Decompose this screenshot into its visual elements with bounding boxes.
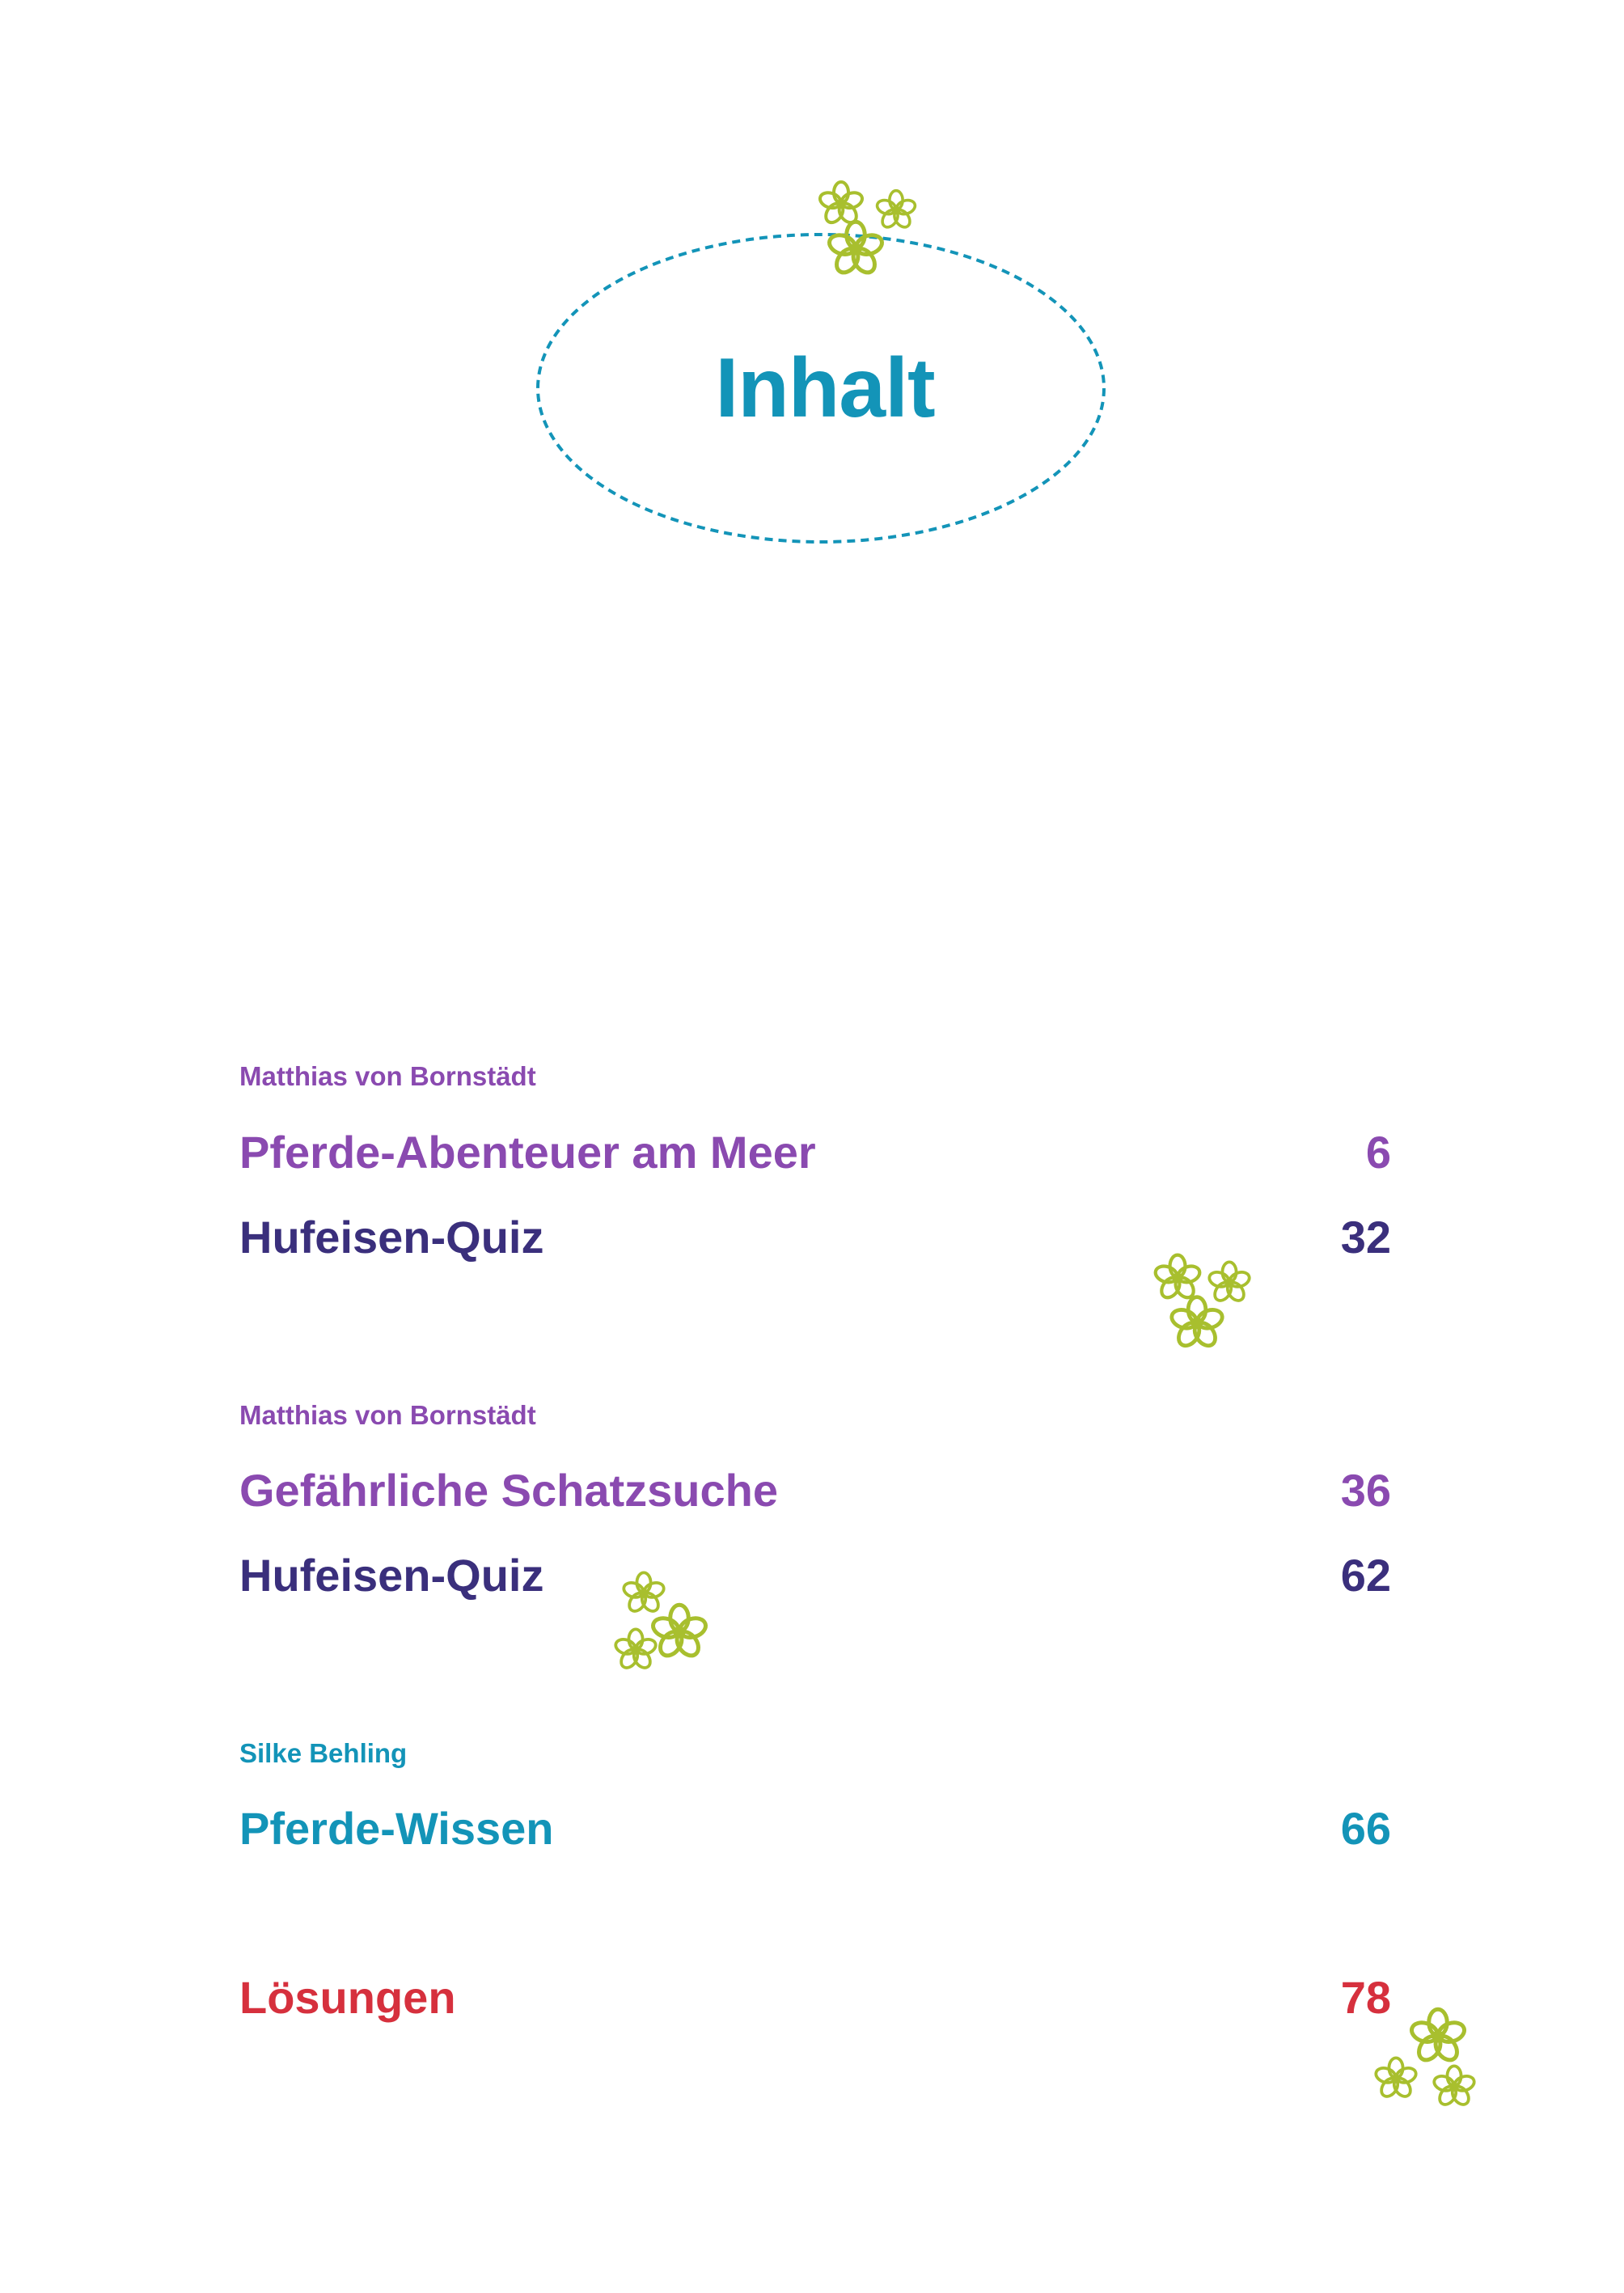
toc-entry-page: 78 <box>1340 1972 1391 2023</box>
toc-entry-title: Pferde-Abenteuer am Meer <box>239 1127 816 1178</box>
toc-entry[interactable] <box>239 1971 1391 2024</box>
toc-entry-page: 32 <box>1340 1212 1391 1263</box>
author-label: Matthias von Bornstädt <box>239 1061 536 1091</box>
toc-entry-page: 66 <box>1340 1803 1391 1854</box>
author-label: Silke Behling <box>239 1738 408 1768</box>
toc-entry[interactable] <box>239 1126 1391 1178</box>
author-label: Matthias von Bornstädt <box>239 1400 536 1430</box>
toc-entry[interactable] <box>239 1802 1391 1855</box>
toc-entry[interactable] <box>239 1549 1391 1601</box>
toc-entry-page: 36 <box>1340 1465 1391 1516</box>
flower-cluster-icon <box>607 1569 720 1682</box>
flower-cluster-icon <box>809 178 938 291</box>
toc-entry-title: Hufeisen-Quiz <box>239 1212 544 1263</box>
toc-entry-title: Lösungen <box>239 1972 456 2023</box>
toc-entry-page: 6 <box>1365 1127 1391 1178</box>
toc-entry-page: 62 <box>1340 1550 1391 1601</box>
toc-entry-title: Pferde-Wissen <box>239 1803 554 1854</box>
toc-entry-title: Hufeisen-Quiz <box>239 1550 544 1601</box>
flower-cluster-icon <box>1367 2006 1488 2119</box>
flower-cluster-icon <box>1148 1246 1278 1359</box>
toc-entry[interactable] <box>239 1464 1391 1517</box>
toc-entry-title: Gefährliche Schatzsuche <box>239 1465 779 1516</box>
page-title: Inhalt <box>715 341 935 435</box>
